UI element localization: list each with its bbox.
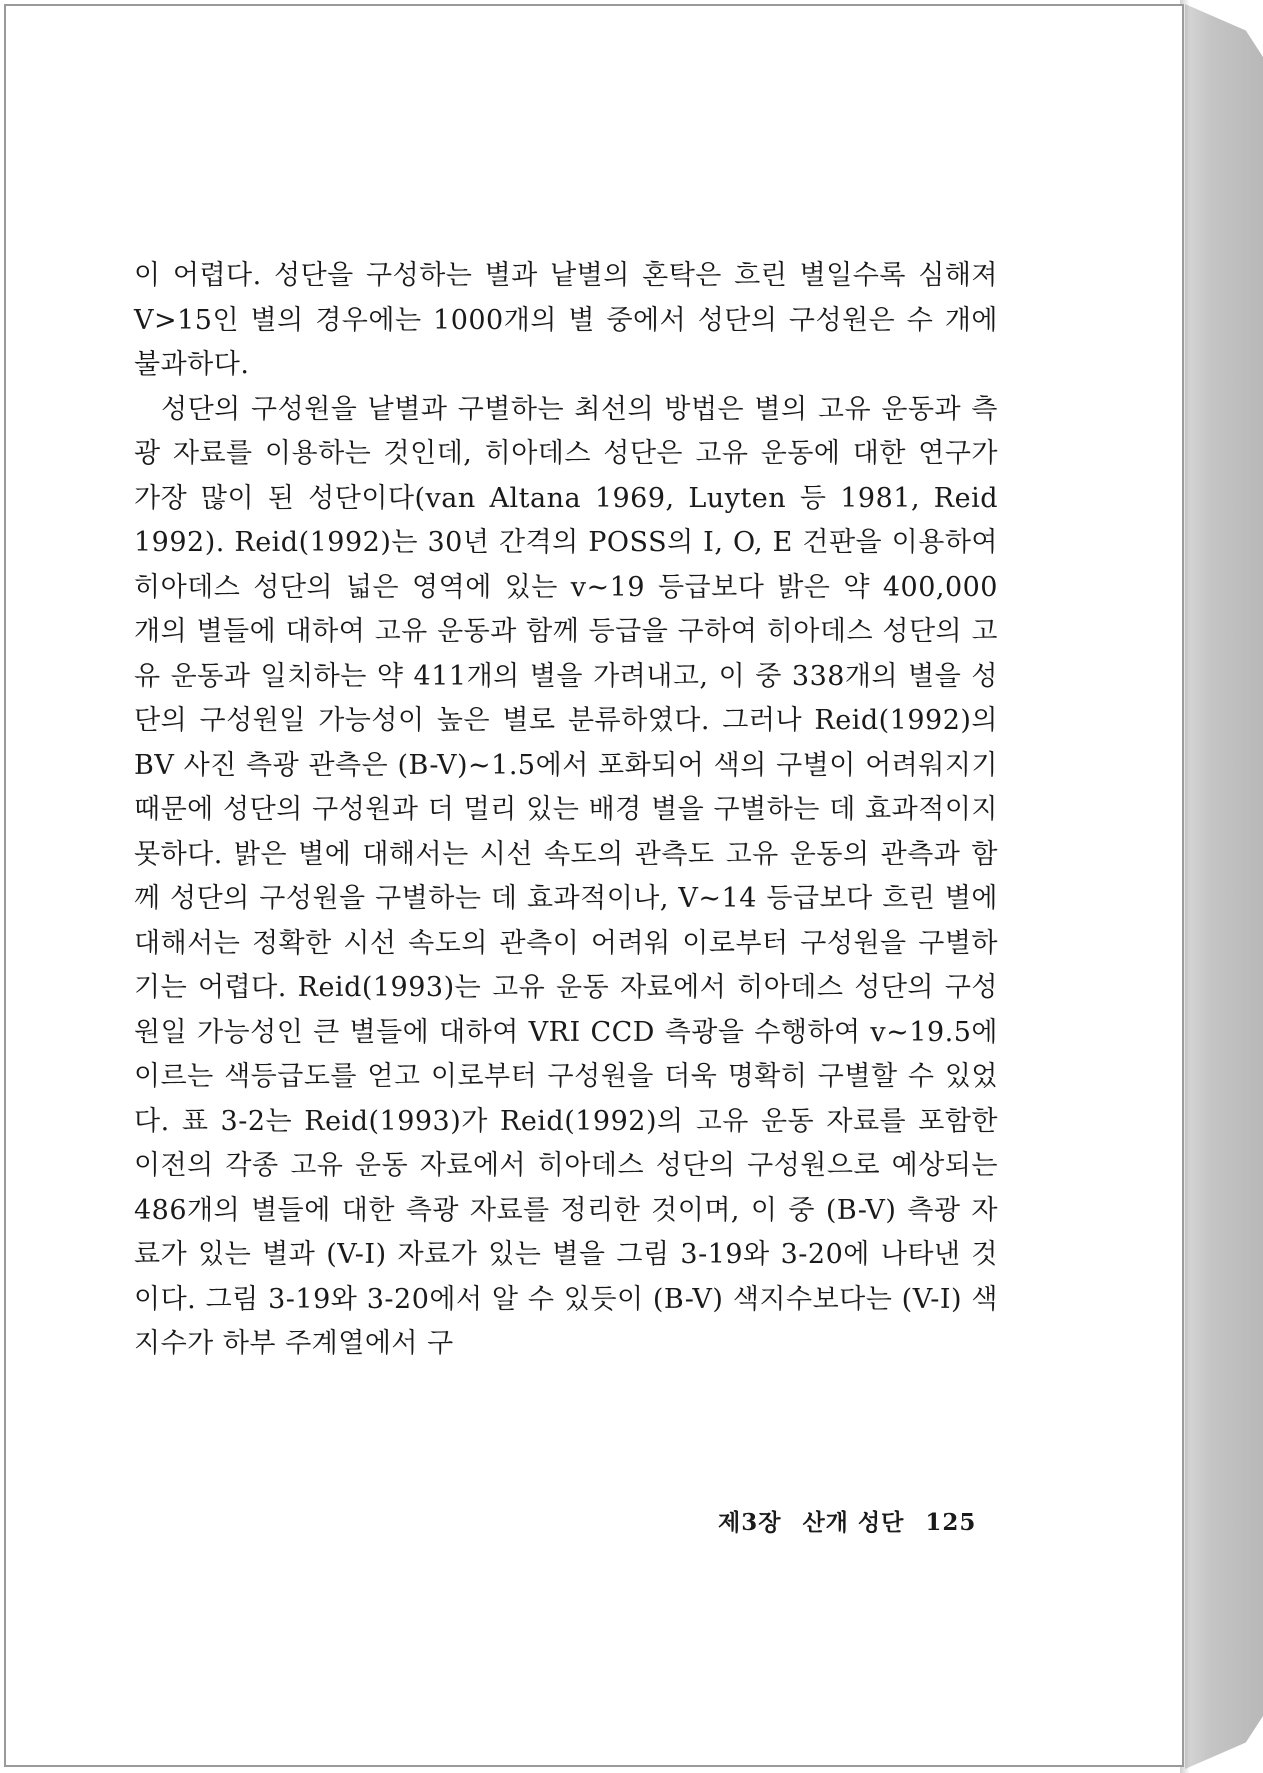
body-text [134,254,998,1367]
paragraph-2: 성단의 구성원을 낱별과 구별하는 최선의 방법은 별의 고유 운동과 측광 자료를 이용하는 것인데, 히아데스 성단은 고유 운동에 대한 연구가 가장 많이 된 성단이다(van Altana 1969, Luyten 등 1981, Reid 1992). Reid(1992)는 30년 간격의 POSS의 I, O, E 건판을 이용하여 히아데스 성단의 넓은 영역에 있는 v~19 등급보다 밝은 약 400,000 개의 별들에 대하여 고유 운동과 함께 등급을 구하여 히아데스 성단의 고유 운동과 일치하는 약 411개의 별을 가려내고, 이 중 338개의 별을 성단의 구성원일 가능성이 높은 별로 분류하였다. 그러나 Reid(1992)의 BV 사진 측광 관측은 (B-V)~1.5에서 포화되어 색의 구별이 어려워지기 때문에 성단의 구성원과 더 멀리 있는 배경 별을 구별하는 데 효과적이지 못하다. 밝은 별에 대해서는 시선 속도의 관측도 고유 운동의 관측과 함께 성단의 구성원을 구별하는 데 효과적이나, V~14 등급보다 흐린 별에 대해서는 정확한 시선 속도의 관측이 어려워 이로부터 구성원을 구별하기는 어렵다. Reid(1993)는 고유 운동 자료에서 히아데스 성단의 구성원일 가능성인 큰 별들에 대하여 VRI CCD 측광을 수행하여 v~19.5에 이르는 색등급도를 얻고 이로부터 구성원을 더욱 명확히 구별할 수 있었다. 표 3-2는 Reid(1993)가 Reid(1992)의 고유 운동 자료를 포함한 이전의 각종 고유 운동 자료에서 히아데스 성단의 구성원으로 예상되는 486개의 별들에 대한 측광 자료를 정리한 것이며, 이 중 (B-V) 측광 자료가 있는 별과 (V-I) 자료가 있는 별을 그림 3-19와 3-20에 나타낸 것이다. 그림 3-19와 3-20에서 알 수 있듯이 (B-V) 색지수보다는 (V-I) 색지수가 하부 주계열에서 구 [134,393,998,1359]
paragraph-1: 이 어렵다. 성단을 구성하는 별과 낱별의 혼탁은 흐린 별일수록 심해져 V>15인 별의 경우에는 1000개의 별 중에서 성단의 구성원은 수 개에 불과하다. [134,260,998,380]
footer-chapter: 제3장 [718,1509,782,1536]
page-stack-edge [1185,4,1263,1769]
page-number: 125 [925,1509,977,1536]
running-footer [706,1504,976,1537]
footer-title: 산개 성단 [802,1509,905,1536]
page [4,4,1184,1767]
